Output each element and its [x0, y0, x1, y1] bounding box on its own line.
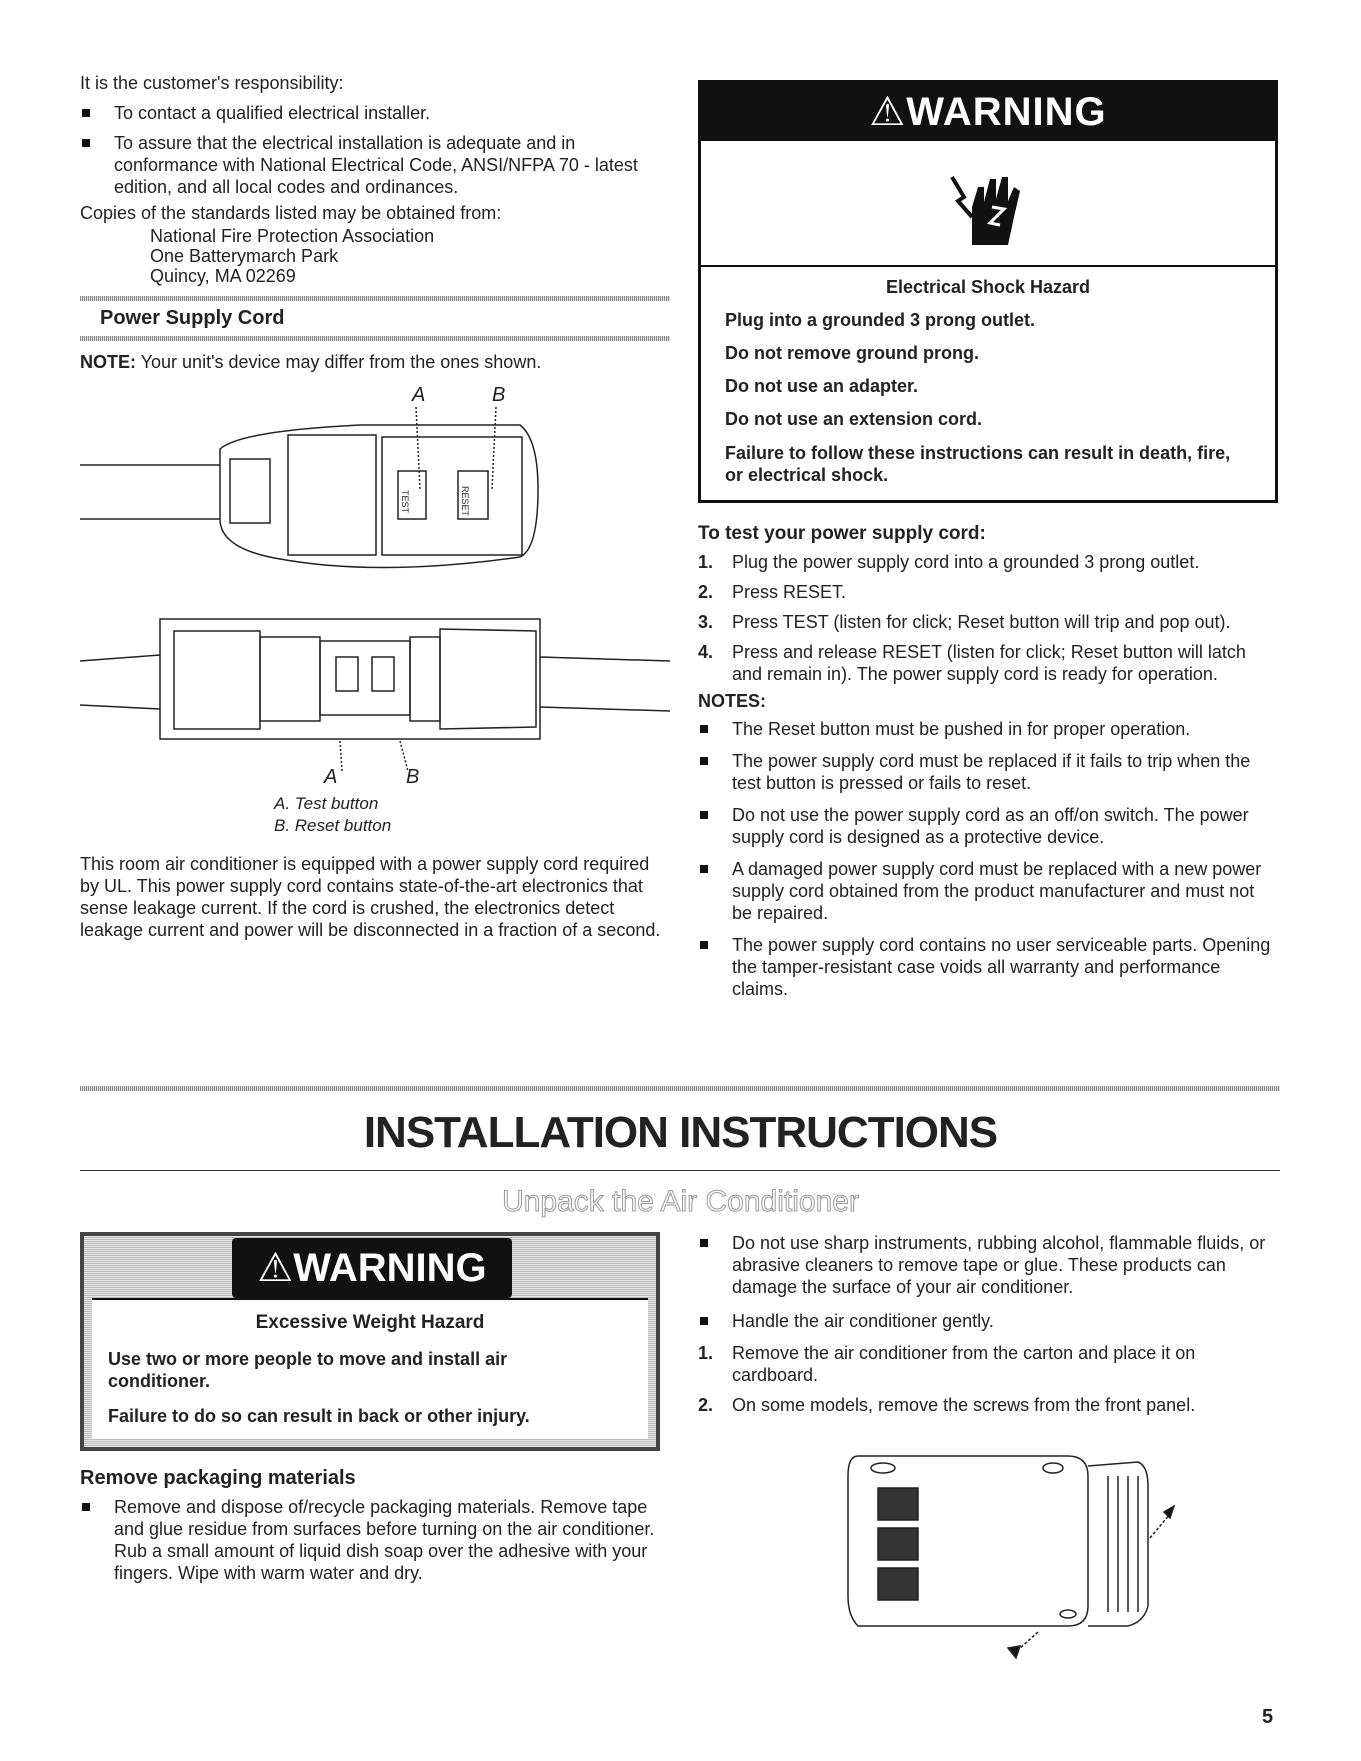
figure-label-a-lower: A	[324, 766, 338, 788]
hazard-title: Electrical Shock Hazard	[885, 277, 1091, 297]
address-line: Quincy, MA 02269	[150, 266, 296, 286]
weight-warning-box	[80, 1232, 660, 1451]
warning-line: Plug into a grounded 3 prong outlet.	[725, 310, 1035, 330]
power-cord-illustration	[80, 379, 670, 789]
responsibility-intro: It is the customer's responsibility:	[80, 73, 344, 93]
left-column	[80, 72, 670, 941]
note-item: A damaged power supply cord must be replaced with a new power supply cord obtained from the product manufacturer and must not be repaired.	[698, 858, 1278, 924]
test-step	[698, 611, 1278, 633]
warning-line: Failure to do so can result in back or other injury.	[108, 1406, 530, 1426]
remove-packaging-title: Remove packaging materials	[80, 1467, 356, 1489]
note-label: NOTE:	[80, 352, 136, 372]
bullet-item: To contact a qualified electrical installer.	[80, 102, 670, 124]
title-underline	[80, 1170, 1280, 1171]
reset-marker: RESET	[460, 486, 470, 517]
hazard-title: Excessive Weight Hazard	[255, 1312, 485, 1333]
step-number: 2.	[698, 582, 714, 602]
figure-label-b-lower: B	[406, 766, 420, 788]
copies-text: Copies of the standards listed may be obtained from:	[80, 203, 502, 223]
test-step	[698, 581, 1278, 603]
warning-banner: ⚠WARNING	[701, 83, 1275, 141]
note-item: The power supply cord contains no user serviceable parts. Opening the tamper-resistant case voids all warranty and performance claims.	[698, 934, 1278, 1000]
right-column	[698, 80, 1278, 1000]
step-number: 1.	[698, 552, 714, 572]
shock-hazard-icon	[942, 157, 1032, 247]
note	[80, 351, 670, 373]
weight-warning-header	[92, 1236, 648, 1298]
test-marker: TEST	[400, 490, 410, 514]
test-step	[698, 551, 1278, 573]
step-text: On some models, remove the screws from the front panel.	[732, 1395, 1196, 1415]
warning-line: Do not use an adapter.	[725, 376, 919, 396]
step-number: 2.	[698, 1395, 714, 1415]
notes-label: NOTES:	[698, 691, 767, 711]
divider	[80, 336, 670, 341]
step-number: 3.	[698, 612, 714, 632]
unpack-step	[698, 1394, 1278, 1416]
unpack-bullet: Do not use sharp instruments, rubbing alcohol, flammable fluids, or abrasive cleaners to remove tape or glue. These products can damage the surface of your air conditioner.	[698, 1232, 1278, 1298]
caption-test-button: A. Test button	[274, 794, 379, 813]
air-conditioner-illustration	[838, 1436, 1178, 1666]
packaging-bullet: Remove and dispose of/recycle packaging materials. Remove tape and glue residue from surfaces before turning on the air conditioner. Rub a small amount of liquid dish soap over the adhesive with your fingers. Wipe with warm water and dry.	[80, 1496, 660, 1584]
note-text: Your unit's device may differ from the ones shown.	[136, 352, 542, 372]
page-number: 5	[1262, 1706, 1274, 1728]
warning-line: Do not remove ground prong.	[725, 343, 979, 363]
unpack-subtitle: Unpack the Air Conditioner	[502, 1185, 859, 1218]
address-line: National Fire Protection Association	[150, 226, 435, 246]
unpack-right-column	[698, 1232, 1278, 1666]
step-text: Press and release RESET (listen for click; Reset button will latch and remain in). The power supply cord is ready for operation.	[732, 642, 1246, 684]
figure-caption	[80, 793, 670, 837]
figure-label-b: B	[492, 384, 506, 406]
caption-reset-button: B. Reset button	[274, 816, 392, 835]
test-step	[698, 641, 1278, 685]
divider	[80, 1086, 1280, 1091]
figure-label-a: A	[412, 384, 426, 406]
warning-banner: ⚠WARNING	[232, 1238, 512, 1298]
address-line: One Batterymarch Park	[150, 246, 339, 266]
step-number: 4.	[698, 642, 714, 662]
warning-line: Failure to follow these instructions can result in death, fire, or electrical shock.	[725, 443, 1231, 485]
bullet-item: To assure that the electrical installation is adequate and in conformance with National Electrical Code, ANSI/NFPA 70 - latest edition, and all local codes and ordinances.	[80, 132, 670, 198]
divider	[80, 296, 670, 301]
step-text: Plug the power supply cord into a grounded 3 prong outlet.	[732, 552, 1200, 572]
electrical-warning-content	[701, 267, 1275, 500]
step-text: Press RESET.	[732, 582, 847, 602]
section-title: Power Supply Cord	[100, 307, 285, 329]
note-item: Do not use the power supply cord as an off/on switch. The power supply cord is designed as a protective device.	[698, 804, 1278, 848]
shock-hazard-symbol-panel	[701, 141, 1275, 267]
warning-line: Use two or more people to move and install air conditioner.	[108, 1349, 508, 1391]
note-item: The power supply cord must be replaced if it fails to trip when the test button is pressed or fails to reset.	[698, 750, 1278, 794]
step-text: Press TEST (listen for click; Reset button will trip and pop out).	[732, 612, 1231, 632]
unpack-step	[698, 1342, 1278, 1386]
note-item: The Reset button must be pushed in for proper operation.	[698, 718, 1278, 740]
address-block	[80, 226, 670, 286]
step-text: Remove the air conditioner from the carton and place it on cardboard.	[732, 1343, 1196, 1385]
warning-line: Do not use an extension cord.	[725, 409, 983, 429]
installation-title: INSTALLATION INSTRUCTIONS	[363, 1108, 998, 1157]
weight-warning-column	[80, 1232, 660, 1584]
test-cord-title: To test your power supply cord:	[698, 523, 986, 544]
power-cord-description: This room air conditioner is equipped with a power supply cord required by UL. This power supply cord contains state-of-the-art electronics that sense leakage current. If the cord is crushed, the electronics detect leakage current and power will be disconnected in a fraction of a second.	[80, 854, 661, 940]
unpack-bullet: Handle the air conditioner gently.	[698, 1310, 1278, 1332]
step-number: 1.	[698, 1343, 714, 1363]
weight-warning-content	[92, 1298, 648, 1439]
electrical-warning-box	[698, 80, 1278, 503]
